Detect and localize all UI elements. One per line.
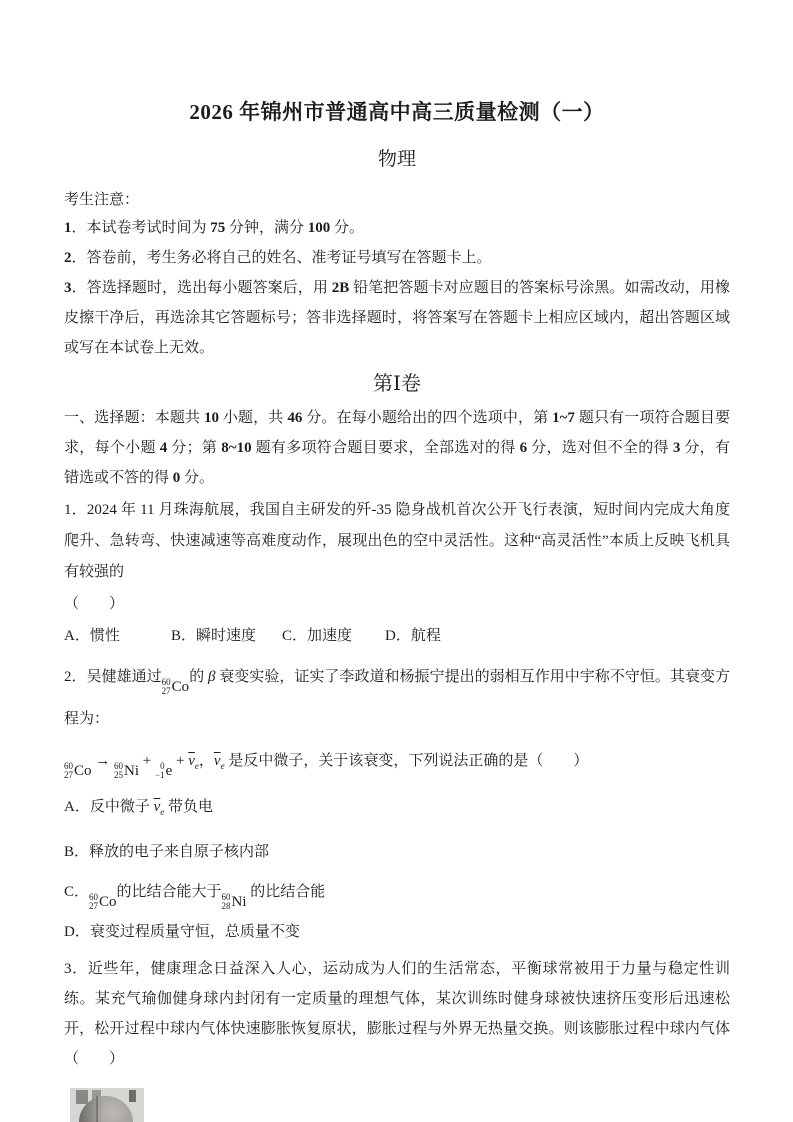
- question-2-option-d: D．衰变过程质量守恒，总质量不变: [64, 924, 300, 940]
- question-2-option-c: C． 60 27 Co 的比结合能大于 60 28 Ni 的比结合能: [64, 884, 326, 911]
- question-2-option-a: A．反中微子 $\overline{v}_e$ 带负电: [64, 799, 214, 817]
- paper-title: 2026 年锦州市普通高中高三质量检测（一）: [189, 100, 605, 124]
- section-one-intro: 一、选择题：本题共 10 小题，共 46 分。在每小题给出的四个选项中，第 1~7 题只有一项符合题目要求，每个小题 4 分；第 8~10 题有多项符合题目要求，全部选对的得 6 分，选对但不全的得 3 分，有错选或不答的得 0 分。: [64, 410, 730, 486]
- question-1-option-a: A．惯性: [64, 628, 120, 644]
- paper-subtitle: 物理: [377, 149, 416, 170]
- question-2: [64, 656, 730, 952]
- question-3: [64, 954, 730, 1122]
- question-1: [64, 495, 730, 652]
- question-1-text: 1．2024 年 11 月珠海航展，我国自主研发的歼-35 隐身战机首次公开飞行表演，短时间内完成大角度爬升、急转弯、快速减速等高难度动作，展现出色的空中灵活性。这种“高灵活性”本质上反映飞机具有较强的: [64, 502, 730, 580]
- question-3-text: 3．近些年，健康理念日益深入人心，运动成为人们的生活常态，平衡球常被用于力量与稳定性训练。某充气瑜伽健身球内封闭有一定质量的理想气体，某次训练时健身球被快速挤压变形后迅速松开，松开过程中球内气体快速膨胀恢复原状，膨胀过程与外界无热量交换。则该膨胀过程中球内气体（ ）: [64, 961, 730, 1067]
- notice-item-3: 3．答选择题时，选出每小题答案后，用 2B 铅笔把答题卡对应题目的答案标号涂黑。如需改动，用橡皮擦干净后，再选涂其它答题标号；答非选择题时，将答案写在答题卡上相应区域内，超出答题区域或写在本试卷上无效。: [64, 280, 730, 356]
- question-2-decay-equation: 60 27 Co → 60 25 Ni + 0 −1 e + $\overline{v}_e$，$\overline{v}_e$ 是反中微子，关于该衰变，下列说法正确的是（ ）: [64, 753, 589, 780]
- question-3-figure-image: [70, 1088, 144, 1122]
- question-1-option-c: C．加速度: [282, 628, 353, 644]
- notice-item-1: 1．本试卷考试时间为 75 分钟，满分 100 分。: [64, 220, 365, 236]
- photo-wall-item-icon: [76, 1090, 88, 1104]
- question-1-option-b: B．瞬时速度: [171, 628, 257, 644]
- question-1-answer-blank: （ ）: [64, 596, 125, 612]
- notice-heading: 考生注意：: [64, 192, 140, 208]
- section-title: 第Ⅰ卷: [373, 373, 421, 395]
- photo-wall-item-icon: [129, 1090, 136, 1102]
- question-2-option-b: B．释放的电子来自原子核内部: [64, 844, 270, 860]
- question-1-options: [64, 620, 730, 652]
- notice-item-2: 2．答卷前，考生务必将自己的姓名、准考证号填写在答题卡上。: [64, 250, 492, 266]
- question-2-text: 2．吴健雄通过 60 27 Co 的 β 衰变实验，证实了李政道和杨振宁提出的弱相互作用中宇称不守恒。其衰变方程为：: [64, 669, 730, 727]
- question-1-option-d: D．航程: [385, 628, 441, 644]
